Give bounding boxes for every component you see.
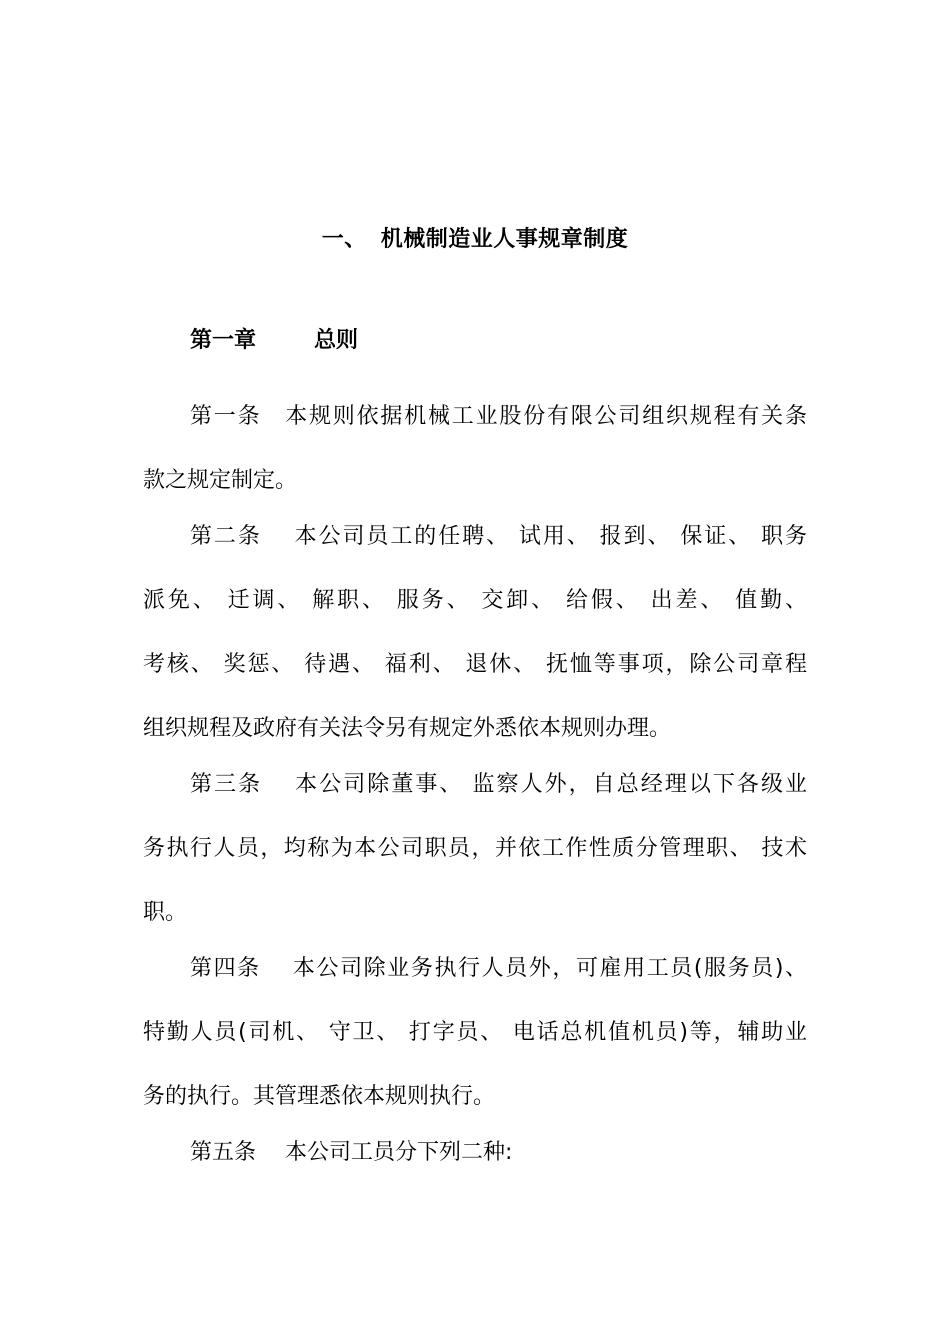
- paragraph-line: 第三条 本公司除董事、 监察人外，自总经理以下各级业: [190, 772, 807, 797]
- paragraph-line: 第二条 本公司员工的任聘、 试用、 报到、 保证、 职务: [190, 524, 807, 549]
- title-text: 机械制造业人事规章制度: [380, 227, 629, 252]
- paragraph-line: 职。: [143, 900, 188, 925]
- paragraph-line: 务的执行。其管理悉依本规则执行。: [143, 1084, 496, 1109]
- title-number: 一、: [321, 227, 367, 252]
- paragraph-line: 派免、 迁调、 解职、 服务、 交卸、 给假、 出差、 值勤、: [143, 588, 807, 613]
- paragraph-line: 组织规程及政府有关法令另有规定外悉依本规则办理。: [143, 716, 672, 741]
- paragraph-line: 第一条 本规则依据机械工业股份有限公司组织规程有关条: [190, 404, 807, 429]
- paragraph-line: 款之规定制定。: [143, 468, 298, 493]
- document-title: [0, 222, 950, 253]
- paragraph-line: 第五条 本公司工员分下列二种:: [190, 1140, 513, 1165]
- paragraph-line: 第四条 本公司除业务执行人员外，可雇用工员(服务员)、: [190, 956, 807, 981]
- chapter-number: 第一章: [190, 328, 257, 353]
- paragraph-line: 务执行人员，均称为本公司职员，并依工作性质分管理职、 技术: [143, 836, 807, 861]
- paragraph-line: 考核、 奖惩、 待遇、 福利、 退休、 抚恤等事项，除公司章程: [143, 652, 807, 677]
- paragraph-line: 特勤人员(司机、 守卫、 打字员、 电话总机值机员)等，辅助业: [143, 1020, 807, 1045]
- chapter-name: 总则: [314, 328, 359, 353]
- chapter-heading: [190, 323, 358, 354]
